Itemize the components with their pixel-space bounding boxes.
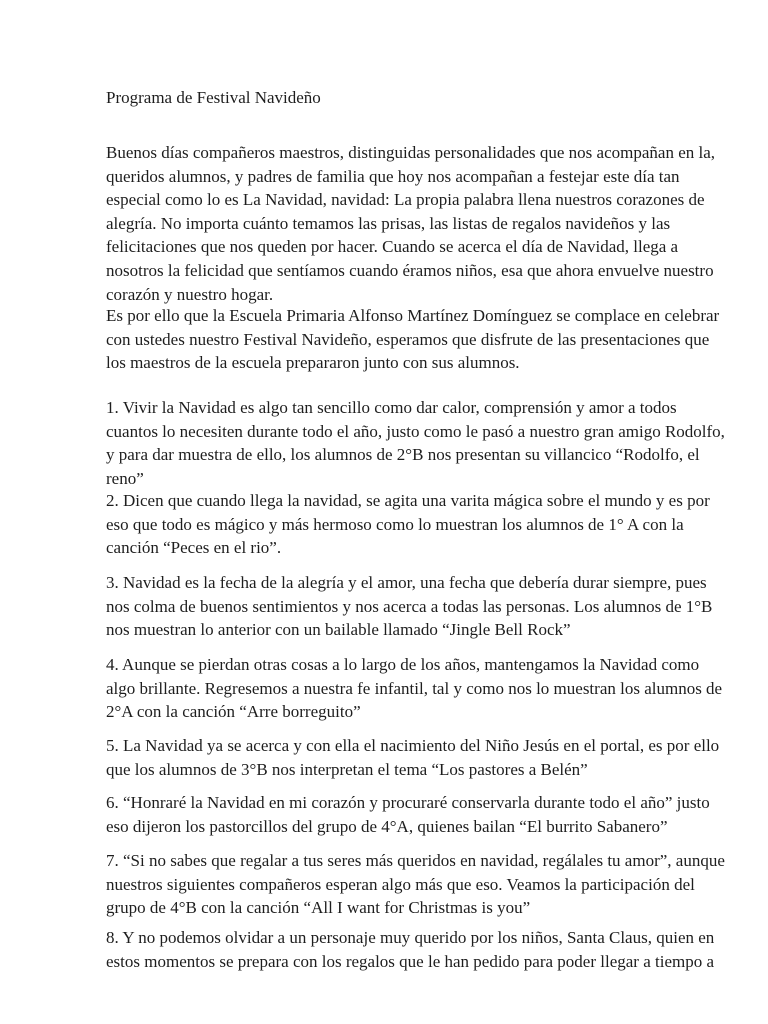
text-line: y para dar muestra de ello, los alumnos de 2°B nos presentan su villancico “Rodolfo, el bbox=[106, 445, 700, 465]
text-line: Es por ello que la Escuela Primaria Alfonso Martínez Domínguez se complace en celebrar bbox=[106, 306, 720, 325]
text-line: 6. “Honraré la Navidad en mi corazón y procuraré conservarla durante todo el año” justo bbox=[106, 793, 710, 812]
intro-paragraph bbox=[106, 141, 716, 306]
text-line: nos muestran lo anterior con un bailable llamado “Jingle Bell Rock” bbox=[106, 620, 571, 640]
text-line: 5. La Navidad ya se acerca y con ella el nacimiento del Niño Jesús en el portal, es por ello bbox=[106, 736, 720, 755]
text-line: estos momentos se prepara con los regalos que le han pedido para poder llegar a tiempo a bbox=[106, 951, 715, 971]
text-line: 3. Navidad es la fecha de la alegría y el amor, una fecha que debería durar siempre, pues bbox=[106, 573, 707, 592]
text-line: especial como lo es La Navidad, navidad: La propia palabra llena nuestros corazones de bbox=[106, 190, 705, 210]
text-line: 4. Aunque se pierdan otras cosas a lo largo de los años, mantengamos la Navidad como bbox=[106, 655, 700, 674]
program-item-8 bbox=[106, 926, 715, 973]
text-line: los maestros de la escuela prepararon junto con sus alumnos. bbox=[106, 353, 520, 373]
document-title: Programa de Festival Navideño bbox=[106, 88, 321, 107]
text-line: cuantos lo necesiten durante todo el año, justo como le pasó a nuestro gran amigo Rodolfo, bbox=[106, 421, 725, 441]
text-line: eso que todo es mágico y más hermoso como lo muestran los alumnos de 1° A con la bbox=[106, 514, 684, 534]
text-line: felicitaciones que nos queden por hacer. Cuando se acerca el día de Navidad, llega a bbox=[106, 237, 679, 257]
text-line: que los alumnos de 3°B nos interpretan el tema “Los pastores a Belén” bbox=[106, 759, 588, 779]
program-item-2 bbox=[106, 489, 710, 560]
text-line: nos colma de buenos sentimientos y nos acerca a todas las personas. Los alumnos de 1°B bbox=[106, 596, 713, 616]
text-line: canción “Peces en el rio”. bbox=[106, 538, 282, 558]
text-line: eso dijeron los pastorcillos del grupo de 4°A, quienes bailan “El burrito Sabanero” bbox=[106, 816, 668, 836]
text-line: reno” bbox=[106, 468, 144, 488]
text-line: algo brillante. Regresemos a nuestra fe infantil, tal y como nos lo muestran los alumnos de bbox=[106, 678, 723, 698]
program-item-6 bbox=[106, 791, 710, 838]
text-line: queridos alumnos, y padres de familia que hoy nos acompañan a festejar este día tan bbox=[106, 166, 680, 186]
text-line: con ustedes nuestro Festival Navideño, esperamos que disfrute de las presentaciones que bbox=[106, 329, 710, 349]
text-line: nosotros la felicidad que sentíamos cuando éramos niños, esa que ahora envuelve nuestro bbox=[106, 260, 714, 280]
text-line: nuestros siguientes compañeros esperan algo más que eso. Veamos la participación del bbox=[106, 874, 695, 894]
text-line: 2. Dicen que cuando llega la navidad, se agita una varita mágica sobre el mundo y es por bbox=[106, 491, 710, 510]
text-line: corazón y nuestro hogar. bbox=[106, 284, 274, 304]
school-paragraph bbox=[106, 304, 720, 375]
text-line: 1. Vivir la Navidad es algo tan sencillo como dar calor, comprensión y amor a todos bbox=[106, 398, 677, 417]
program-item-4 bbox=[106, 653, 723, 724]
program-item-7 bbox=[106, 849, 725, 920]
text-line: 7. “Si no sabes que regalar a tus seres más queridos en navidad, regálales tu amor”, aunque bbox=[106, 851, 725, 870]
text-line: grupo de 4°B con la canción “All I want for Christmas is you” bbox=[106, 898, 531, 918]
text-line: 8. Y no podemos olvidar a un personaje muy querido por los niños, Santa Claus, quien en bbox=[106, 928, 715, 947]
program-item-3 bbox=[106, 571, 713, 642]
program-item-1 bbox=[106, 396, 725, 490]
program-item-5 bbox=[106, 734, 720, 781]
text-line: alegría. No importa cuánto temamos las prisas, las listas de regalos navideños y las bbox=[106, 213, 671, 233]
text-line: 2°A con la canción “Arre borreguito” bbox=[106, 702, 361, 722]
text-line: Buenos días compañeros maestros, distinguidas personalidades que nos acompañan en la, bbox=[106, 143, 716, 162]
